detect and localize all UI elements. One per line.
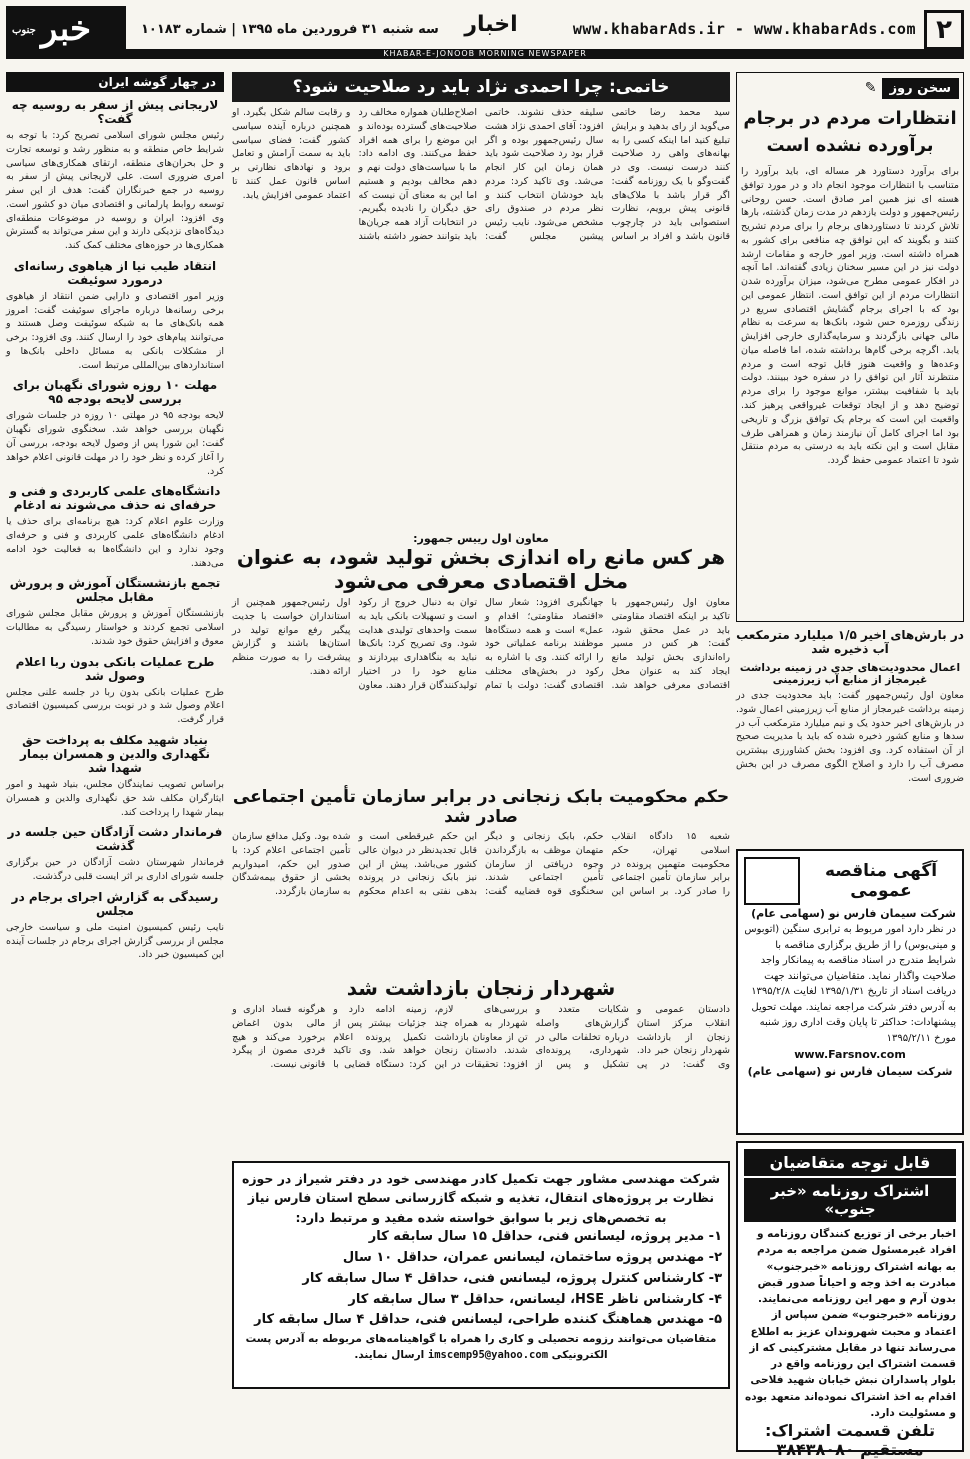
water-story-title: در بارش‌های اخیر ۱/۵ میلیارد مترمکعب آب ذخیره شد <box>736 628 964 656</box>
list-item-body: لایحه بودجه ۹۵ در مهلتی ۱۰ روزه در جلسات شورای نگهبان بررسی خواهد شد. سخنگوی شورای نگهبان گفت: این شورا پس از وصول لایحه بودجه، بررسی آن را آغاز کرده و نظر خود را در مهلت قانونی اعلام خواهد کرد. <box>6 410 225 477</box>
vp-story <box>232 532 730 781</box>
masthead-logo <box>6 6 126 52</box>
pen-icon: ✎ <box>864 80 877 96</box>
list-item-body: وزارت علوم اعلام کرد: هیچ برنامه‌ای برای حذف یا ادغام دانشگاه‌های علمی کاربردی و فنی و حرفه‌ای وجود ندارد و این دانشگاه‌ها به فعالیت خود ادامه می‌دهند. <box>6 516 224 569</box>
editorial-title: انتظارات مردم در برجام برآورده نشده است <box>743 108 957 156</box>
list-item-title: بنیاد شهید مکلف به پرداخت حق نگهداری والدین و همسران بیمار شهدا شد <box>19 732 211 775</box>
company-logo <box>744 857 800 905</box>
list-item <box>6 98 224 253</box>
main-story-body: سید محمد رضا خاتمی می‌گوید از رای بدهید و برایش تبلیغ کنید اما اینکه کسی را به بهانه‌های واهی رد صلاحیت کنند درست نیست. وی در گفت‌وگو با یک روزنامه گفت: اگر قرار باشد با ملاک‌های قانونی پیش برویم، نظارت استصوابی باید در چارچوب قانون باشد و افراد بر اساس سلیقه حذف نشوند. خاتمی افزود: آقای احمدی نژاد هشت سال رئیس‌جمهور بوده و اگر قرار بود رد صلاحیت شود باید همان زمان این کار انجام می‌شد. وی تاکید کرد: مردم باید خودشان انتخاب کنند و نظر مردم در صندوق رای مشخص می‌شود. نایب رئیس پیشین مجلس گفت: اصلاح‌طلبان همواره مخالف رد صلاحیت‌های گسترده بوده‌اند و این موضع را برای همه افراد حفظ می‌کنند. وی ادامه داد: ما با سیاست‌های دولت نهم و دهم مخالف بودیم و هستیم اما این به معنای آن نیست که حق دیگران را نادیده بگیریم. در انتخابات آزاد همه جریان‌ها باید بتوانند حضور داشته باشند و رقابت سالم شکل بگیرد. او همچنین درباره آینده سیاسی کشور گفت: فضای سیاسی باید به سمت آرامش و تعامل برود و نهادهای نظارتی بر اساس قانون عمل کنند تا اعتماد عمومی افزایش یابد. <box>232 107 730 242</box>
engineering-job-ad <box>232 1161 730 1389</box>
list-item-body: رئیس مجلس شورای اسلامی تصریح کرد: با توجه به شرایط خاص منطقه و به منظور رشد و توسعه تجارت و حل بحران‌های منطقه، ارتقای همکاری‌های سیاسی امری ضروری است. علی لاریجانی پیش از سفر به روسیه در جمع خبرنگاران گفت: هدف از این سفر توسعه روابط پارلمانی و اقتصادی میان دو کشور است. وی افزود: ایران و روسیه در موضوعات منطقه‌ای دیدگاه‌های نزدیکی دارند و این سفر می‌تواند به گسترش همکاری‌ها در حوزه‌های مختلف کمک کند. <box>6 130 224 252</box>
list-item-body: فرماندار شهرستان دشت آزادگان در حین برگزاری جلسه شورای اداری بر اثر ایست قلبی درگذشت. <box>6 857 224 883</box>
subscription-phone: تلفن قسمت اشتراک: مستقیم ۳۸۴۳۸۰۸۰ <box>765 1421 935 1459</box>
list-item <box>6 378 224 478</box>
list-item <box>6 484 224 570</box>
job-ad-intro: شرکت مهندسی مشاور جهت تکمیل کادر مهندسی خود در دفتر شیراز در حوزه نظارت بر پروژه‌های انتقال، تغذیه و شبکه گازرسانی سطح استان فارس نیاز به تخصص‌های زیر با سوابق خواسته شده مفید و مرتبط دارد: <box>241 1171 721 1225</box>
list-item-body: براساس تصویب نمایندگان مجلس، بنیاد شهید و امور ایثارگران مکلف شد حق نگهداری والدین و همسران بیمار شهدا را پرداخت کند. <box>6 778 224 818</box>
job-ad-footer-end: ارسال نمایند. <box>354 1349 425 1362</box>
vp-story-body: معاون اول رئیس‌جمهور با تاکید بر اینکه اقتصاد مقاومتی باید در عمل محقق شود، گفت: هر کس در مسیر راه‌اندازی بخش تولید مانع ایجاد کند به عنوان مخل اقتصادی معرفی خواهد شد. جهانگیری افزود: شعار سال «اقتصاد مقاومتی؛ اقدام و عمل» است و همه دستگاه‌ها موظفند برنامه عملیاتی خود را ارائه کنند. وی با اشاره به رکود در بخش‌های مختلف اقتصادی گفت: دولت با تمام توان به دنبال خروج از رکود است و تسهیلات بانکی باید به سمت واحدهای تولیدی هدایت شود. وی تصریح کرد: بانک‌ها نباید به بنگاهداری بپردازند و منابع خود را در اختیار تولیدکنندگان قرار دهند. معاون اول رئیس‌جمهور همچنین از استانداران خواست با جدیت پیگیر رفع موانع تولید در استان‌ها باشند و گزارش پیشرفت را به صورت منظم ارائه دهند. <box>232 597 730 691</box>
zanjan-headline: شهردار زنجان بازداشت شد <box>346 976 616 1000</box>
list-item <box>6 655 224 727</box>
list-item-title: طرح عملیات بانکی بدون ربا اعلام وصول شد <box>15 654 215 683</box>
list-item-title: فرماندار دشت آزادگان حین جلسه در گذشت <box>7 825 223 854</box>
page-number: ۲ <box>924 10 964 50</box>
list-item-body: بازنشستگان آموزش و پرورش مقابل مجلس شورای اسلامی تجمع کردند و خواستار رسیدگی به مطالبات معوق و افزایش حقوق خود شدند. <box>6 608 224 647</box>
job-ad-item: ۳- کارشناس کنترل پروژه، لیسانس فنی، حداقل ۴ سال سابقه کار <box>302 1270 722 1286</box>
list-item-title: لاریجانی پیش از سفر به روسیه چه گفت؟ <box>11 98 219 126</box>
babak-story <box>232 787 730 970</box>
section-title: اخبار <box>464 12 518 37</box>
list-item-body: وزیر امور اقتصادی و دارایی ضمن انتقاد از هیاهوی برخی رسانه‌ها درباره ماجرای سوئیفت گفت: امروز همه بانک‌های ما به شبکه سوئیفت وصل هستند و می‌توانند پیام‌های خود را ارسال کنند. وی افزود: برخی از مشکلات بانکی به مسائل داخلی بانک‌ها و استانداردهای بین‌المللی مرتبط است. <box>6 290 224 371</box>
issue-info: سه شنبه ۳۱ فروردین ماه ۱۳۹۵ | شماره ۱۰۱۸۳ <box>141 22 439 37</box>
list-item-title: دانشگاه‌های علمی کاربردی و فنی و حرفه‌ای نه حذف می‌شوند نه ادغام <box>9 484 221 513</box>
editorial-box <box>736 72 964 622</box>
list-item <box>6 825 224 884</box>
list-item-body: نایب رئیس کمیسیون امنیت ملی و سیاست خارجی مجلس از بررسی گزارش اجرای برجام در جلسات آینده این کمیسیون خبر داد. <box>6 921 224 961</box>
zanjan-story-body: دادستان عمومی و انقلاب مرکز استان زنجان از بازداشت شهردار زنجان خبر داد. وی گفت: در پی شکایات متعدد و گزارش‌های واصله درباره تخلفات مالی در شهرداری، پرونده‌ای تشکیل و پس از بررسی‌های لازم، شهردار به همراه چند تن از معاونان بازداشت شدند. دادستان زنجان افزود: تحقیقات در این زمینه ادامه دارد و جزئیات بیشتر پس از تکمیل پرونده اعلام خواهد شد. وی تاکید کرد: دستگاه قضایی با هرگونه فساد اداری و مالی بدون اغماض برخورد می‌کند و هیچ فردی مصون از پیگرد قانونی نیست. <box>232 1004 730 1071</box>
vp-headline: هر کس مانع راه اندازی بخش تولید شود، به عنوان مخل اقتصادی معرفی می‌شود <box>236 545 726 593</box>
list-item-body: طرح عملیات بانکی بدون ربا در جلسه علنی مجلس اعلام وصول شد و در نوبت بررسی کمیسیون اقتصادی قرار گرفت. <box>6 686 224 726</box>
list-item-title: انتقاد طیب نیا از هیاهوی رسانه‌ای درمورد سوئیفت <box>13 258 217 287</box>
list-item-title: مهلت ۱۰ روزه شورای نگهبان برای بررسی لایحه بودجه ۹۵ <box>12 378 218 407</box>
tender-website[interactable]: www.Farsnov.com <box>794 1048 906 1062</box>
iran-corner-column <box>6 72 224 1422</box>
english-title-bar: KHABAR-E-JONOOB MORNING NEWSPAPER <box>6 49 964 59</box>
main-headline: خاتمی: چرا احمدی نژاد باید رد صلاحیت شود؟ <box>232 72 730 102</box>
tender-body: در نظر دارد امور مربوط به ترابری سنگین (اتوبوس و مینی‌بوس) را از طریق برگزاری مناقصه با شرایط مندرج در اسناد مناقصه به پیمانکار واجد صلاحیت واگذار نماید. متقاضیان می‌توانند جهت دریافت اسناد از تاریخ ۱۳۹۵/۱/۳۱ لغایت ۱۳۹۵/۲/۸ به آدرس دفتر شرکت مراجعه نمایند. مهلت تحویل پیشنهادات: حداکثر تا پایان وقت اداری روز شنبه مورخ ۱۳۹۵/۲/۱۱ <box>744 924 956 1044</box>
list-item-title: رسیدگی به گزارش اجرای برجام در مجلس <box>11 889 219 918</box>
tender-company: شرکت سیمان فارس نو (سهامی عام) <box>751 907 956 920</box>
subscription-body: اخبار برخی از توزیع کنندگان روزنامه و افراد غیرمسئول ضمن مراجعه به مردم به بهانه اشتراک روزنامه «خبرجنوب» مبادرت به اخذ وجه و احیاناً صدور قبض بدون آرم و مهر این روزنامه می‌نمایند. روزنامه «خبرجنوب» ضمن سپاس از اعتماد و محبت شهروندان عزیز به اطلاع می‌رساند تنها در مقابل مشترکینی که از قسمت اشتراک این روزنامه واقع در بلوار پاسداران نبش خیابان شهید فلاحی اقدام به اخذ اشتراک نموده‌اند متعهد بوده و مسئولیت دارد. <box>745 1228 956 1419</box>
masthead-subtitle: جنوب <box>12 25 36 36</box>
job-ad-item: ۵- مهندس هماهنگ کننده طراحی، لیسانس فنی، حداقل ۴ سال سابقه کار <box>254 1312 722 1328</box>
iran-corner-list <box>6 98 224 962</box>
subscription-banner-main: اشتراک روزنامه «خبر جنوب» <box>744 1178 956 1222</box>
job-ad-footer: متقاضیان می‌توانند رزومه تحصیلی و کاری را همراه با گواهینامه‌های مربوطه به آدرس پست الکترونیکی <box>245 1333 717 1362</box>
job-ad-item: ۴- کارشناس ناظر HSE، لیسانس، حداقل ۳ سال سابقه کار <box>348 1291 722 1307</box>
job-ad-item: ۱- مدیر پروژه، لیسانس فنی، حداقل ۱۵ سال سابقه کار <box>368 1229 722 1245</box>
tender-ad <box>736 849 964 1135</box>
list-item <box>6 890 224 962</box>
water-story-subtitle: اعمال محدودیت‌های جدی در زمینه برداشت غیرمجاز از منابع آب زیرزمینی <box>739 662 961 686</box>
center-area <box>232 72 730 1422</box>
list-item <box>6 733 224 819</box>
masthead-title: خبر <box>40 9 92 49</box>
list-item <box>6 259 224 373</box>
water-story-body: معاون اول رئیس‌جمهور گفت: باید محدودیت جدی در زمینه برداشت غیرمجاز از منابع آب زیرزمینی اعمال شود. در بارش‌های اخیر حدود یک و نیم میلیارد مترمکعب آب در سدها و منابع کشور ذخیره شده که باید با مدیریت صحیح از آن استفاده کرد. وی افزود: بخش کشاورزی بیشترین مصرف آب را دارد و اصلاح الگوی مصرف در این بخش ضروری است. <box>736 690 964 784</box>
vp-kicker: معاون اول رییس جمهور: <box>413 532 549 545</box>
list-item-title: تجمع بازنشستگان آموزش و پرورش مقابل مجلس <box>9 576 221 605</box>
right-column <box>736 72 964 1459</box>
tender-ad-title: آگهی مناقصه عمومی <box>824 861 938 901</box>
tender-footer: شرکت سیمان فارس نو (سهامی عام) <box>747 1065 953 1079</box>
job-ad-item: ۲- مهندس پروژه ساختمان، لیسانس عمران، حداقل ۱۰ سال <box>342 1249 722 1265</box>
babak-story-body: شعبه ۱۵ دادگاه انقلاب اسلامی تهران، حکم محکومیت متهمین پرونده در برابر سازمان تأمین اجتماعی را صادر کرد. بر اساس این حکم، بابک زنجانی و دیگر متهمان موظف به بازگرداندن وجوه دریافتی از سازمان تأمین اجتماعی شدند. سخنگوی قوه قضاییه گفت: این حکم غیرقطعی است و قابل تجدیدنظر در دیوان عالی کشور می‌باشد. پیش از این نیز بابک زنجانی در پرونده بدهی نفتی به اعدام محکوم شده بود. وکیل مدافع سازمان تأمین اجتماعی اعلام کرد: با صدور این حکم، امیدواریم بخشی از حقوق بیمه‌شدگان به سازمان بازگردد. <box>232 831 730 898</box>
site-url[interactable]: www.khabarAds.ir - www.khabarAds.com <box>572 20 916 38</box>
job-ad-email[interactable]: imscemp95@yahoo.com <box>427 1349 549 1362</box>
list-item <box>6 576 224 648</box>
iran-corner-tag: در چهار گوشه ایران <box>6 72 224 92</box>
zanjan-story <box>232 976 730 1153</box>
water-story <box>736 628 964 843</box>
editorial-tag: سخن روز <box>882 78 959 99</box>
subscription-ad <box>736 1141 964 1459</box>
babak-headline: حکم محکومیت بابک زنجانی در برابر سازمان تأمین اجتماعی صادر شد <box>232 787 730 827</box>
editorial-body: برای برآورد دستاورد هر مساله ای، باید برآورد را متناسب با انتظارات موجود انجام داد و در مورد توافق هسته ای نیز همین امر صادق است. حسن روحانی رئیس‌جمهور و دولت یازدهم در مدت زمان گذشته، بارها تلاش کردند تا دستاوردهای برجام را برای مردم تشریح کنند و بگویند که این توافق چه منافعی برای کشور به همراه داشته است. وزیر امور خارجه و مقامات ارشد دولت نیز در این مسیر سخنان زیادی گفته‌اند. اما آنچه در افکار عمومی مطرح می‌شود، میزان برآورده شدن انتظارات مردم از این توافق است. انتظار عمومی این بود که با اجرای برجام گشایش اقتصادی سریع در زندگی روزمره حس شود، بانک‌ها به سرعت به نظام مالی جهانی بازگردند و سرمایه‌گذاری خارجی افزایش یابد. اگرچه برخی گام‌ها برداشته شده، اما فاصله میان وعده‌ها و واقعیت هنوز قابل توجه است و مردم منتظرند آثار این توافق را در سفره خود ببینند. دولت باید با شفافیت بیشتر، موانع موجود را برای مردم توضیح دهد و از ایجاد توقعات غیرواقعی پرهیز کند. واقعیت این است که برجام یک توافق بزرگ و تاریخی بود اما اجرای کامل آن نیازمند زمان و همراهی طرف مقابل است و این نکته باید به درستی به مردم منتقل شود تا اعتماد عمومی حفظ گردد. <box>741 166 959 467</box>
subscription-banner-top: قابل توجه متقاضیان <box>744 1149 956 1176</box>
